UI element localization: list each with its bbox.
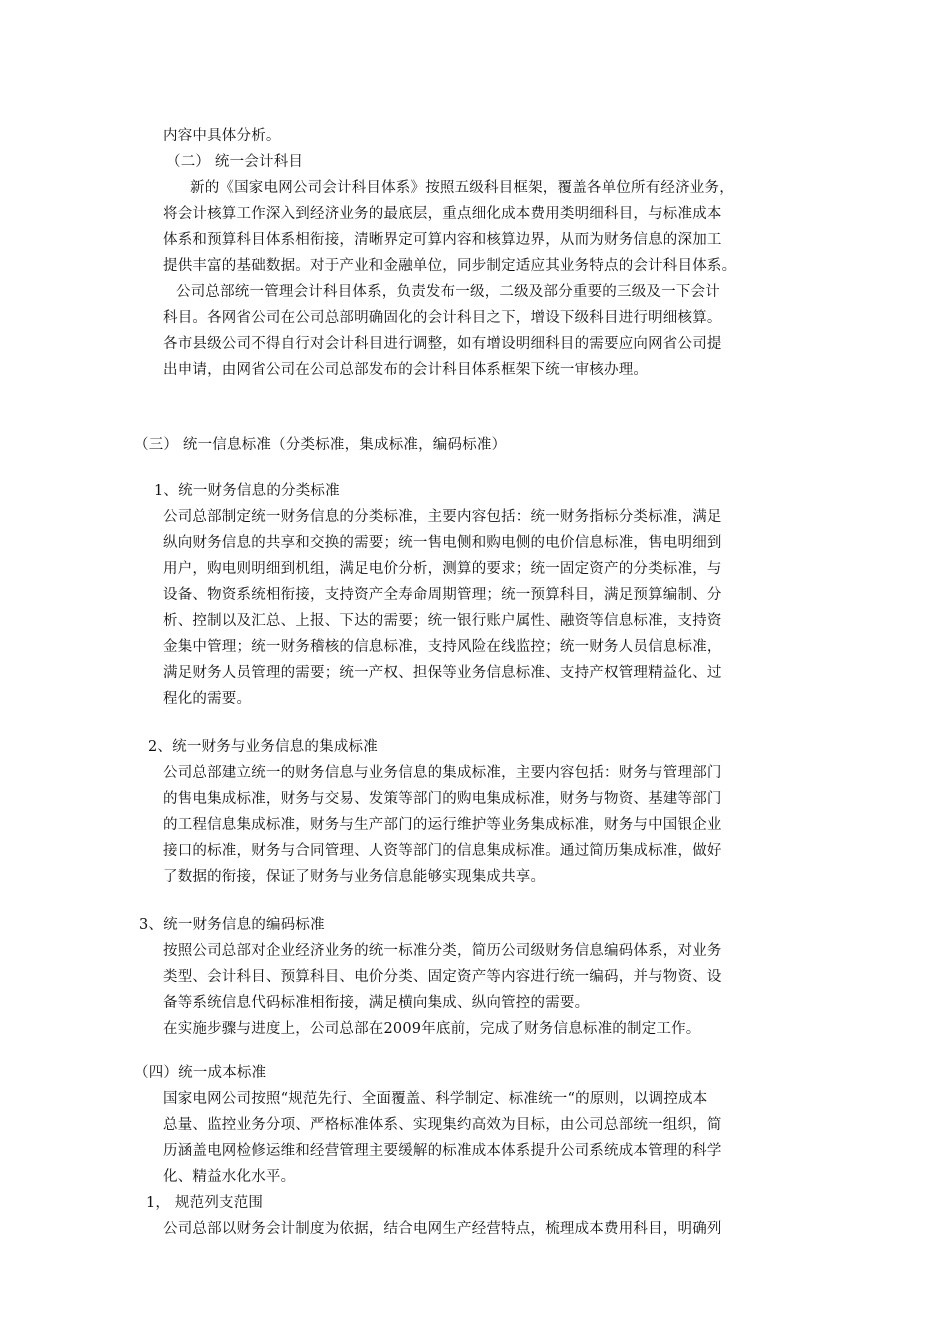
text-line: 各市县级公司不得自行对会计科目进行调整，如有增设明细科目的需要应向网省公司提 — [163, 336, 722, 352]
text-line: 程化的需要。 — [163, 691, 252, 707]
text-line: 备等系统信息代码标准相衔接，满足横向集成、纵向管控的需要。 — [163, 995, 590, 1011]
text-line: 内容中具体分析。 — [163, 128, 281, 144]
text-line: 科目。各网省公司在公司总部明确固化的会计科目之下，增设下级科目进行明细核算。 — [163, 310, 722, 326]
text-line: 析、控制以及汇总、上报、下达的需要；统一银行账户属性、融资等信息标准，支持资 — [163, 613, 722, 629]
text-line: 金集中管理；统一财务稽核的信息标准，支持风险在线监控；统一财务人员信息标准， — [163, 639, 722, 655]
text-line: 出申请，由网省公司在公司总部发布的会计科目体系框架下统一审核办理。 — [163, 362, 649, 378]
text-line: 公司总部建立统一的财务信息与业务信息的集成标准，主要内容包括：财务与管理部门 — [163, 765, 722, 781]
subheading-4-1: 1， 规范列支范围 — [146, 1195, 264, 1211]
text-line: 公司总部以财务会计制度为依据，结合电网生产经营特点，梳理成本费用科目，明确列 — [163, 1221, 722, 1237]
subheading-1: 1、统一财务信息的分类标准 — [154, 483, 340, 499]
text-line: 公司总部制定统一财务信息的分类标准，主要内容包括：统一财务指标分类标准，满足 — [163, 509, 722, 525]
text-line: 体系和预算科目体系相衔接，清晰界定可算内容和核算边界，从而为财务信息的深加工 — [163, 232, 722, 248]
text-line: 按照公司总部对企业经济业务的统一标准分类，简历公司级财务信息编码体系，对业务 — [163, 943, 722, 959]
text-line: 设备、物资系统相衔接，支持资产全寿命周期管理；统一预算科目，满足预算编制、分 — [163, 587, 722, 603]
text-line: 总量、监控业务分项、严格标准体系、实现集约高效为目标，由公司总部统一组织，简 — [163, 1117, 722, 1133]
text-line: 历涵盖电网检修运维和经营管理主要缓解的标准成本体系提升公司系统成本管理的科学 — [163, 1143, 722, 1159]
text-line: 了数据的衔接，保证了财务与业务信息能够实现集成共享。 — [163, 869, 546, 885]
subheading-2: 2、统一财务与业务信息的集成标准 — [148, 739, 378, 755]
text-line: 纵向财务信息的共享和交换的需要；统一售电侧和购电侧的电价信息标准，售电明细到 — [163, 535, 722, 551]
section-heading-3: （三） 统一信息标准（分类标准，集成标准，编码标准） — [134, 437, 507, 453]
text-line: 接口的标准，财务与合同管理、人资等部门的信息集成标准。通过简历集成标准，做好 — [163, 843, 722, 859]
text-line: 新的《国家电网公司会计科目体系》按照五级科目框架，覆盖各单位所有经济业务， — [190, 180, 734, 196]
text-line: 化、精益水化水平。 — [163, 1169, 296, 1185]
subheading-3: 3、统一财务信息的编码标准 — [139, 917, 325, 933]
text-line: 的售电集成标准，财务与交易、发策等部门的购电集成标准，财务与物资、基建等部门 — [163, 791, 722, 807]
text-line: 类型、会计科目、预算科目、电价分类、固定资产等内容进行统一编码，并与物资、设 — [163, 969, 722, 985]
text-line: 将会计核算工作深入到经济业务的最底层，重点细化成本费用类明细科目，与标准成本 — [163, 206, 722, 222]
section-heading-4: （四）统一成本标准 — [134, 1065, 267, 1081]
text-line: 国家电网公司按照“规范先行、全面覆盖、科学制定、标准统一“的原则，以调控成本 — [163, 1091, 708, 1107]
text-line: 满足财务人员管理的需要；统一产权、担保等业务信息标准、支持产权管理精益化、过 — [163, 665, 722, 681]
section-heading-2: （二） 统一会计科目 — [166, 154, 304, 170]
text-line: 公司总部统一管理会计科目体系，负责发布一级，二级及部分重要的三级及一下会计 — [176, 284, 720, 300]
text-line: 的工程信息集成标准，财务与生产部门的运行维护等业务集成标准，财务与中国银企业 — [163, 817, 722, 833]
text-line: 在实施步骤与进度上，公司总部在2009年底前，完成了财务信息标准的制定工作。 — [163, 1021, 701, 1037]
text-line: 提供丰富的基础数据。对于产业和金融单位，同步制定适应其业务特点的会计科目体系。 — [163, 258, 737, 274]
text-line: 用户，购电则明细到机组，满足电价分析，测算的要求；统一固定资产的分类标准，与 — [163, 561, 722, 577]
